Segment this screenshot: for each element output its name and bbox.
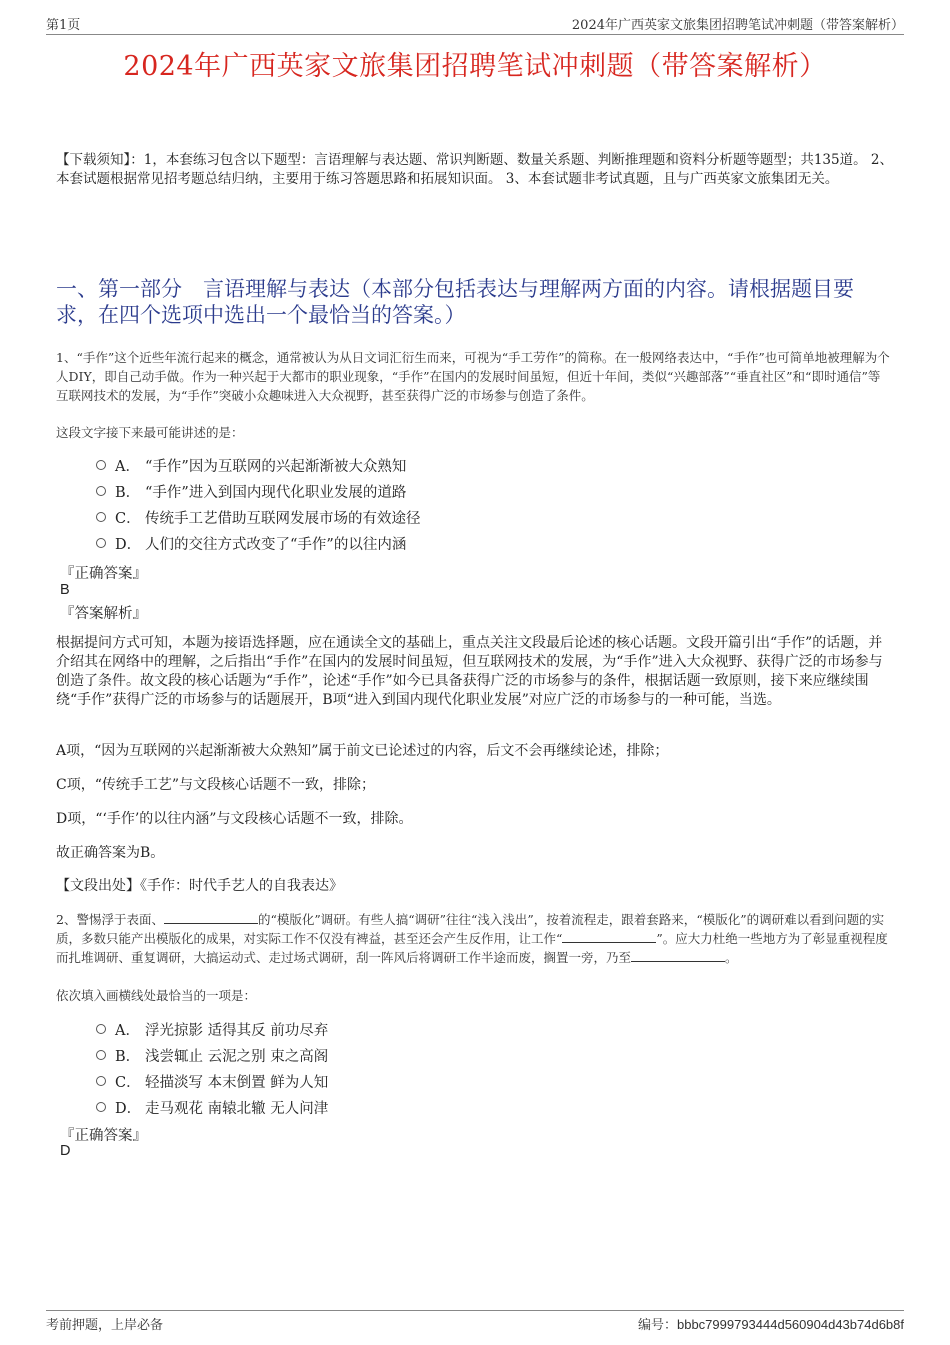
- question-1-stem: 1、“手作”这个近些年流行起来的概念，通常被认为从日文词汇衍生而来，可视为“手工劳作”的简称。在一般网络表达中，“手作”也可简单地被理解为个人DIY，即自己动手做。作为一种兴起于大都市的职业现象，“手作”在国内的发展时间虽短，但近十年间，类似“兴趣部落”“垂直社区”和“即时通信”等互联网技术的发展，为“手作”突破小众趣味进入大众视野，甚至获得广泛的市场参与创造了条件。: [56, 350, 890, 403]
- blank-1: [164, 911, 258, 924]
- analysis-option-d: D项，“‘手作’的以往内涵”与文段核心话题不一致，排除。: [56, 811, 413, 827]
- stem-part-4: 。: [725, 950, 738, 965]
- download-notice: 【下载须知】：1，本套练习包含以下题型：言语理解与表达题、常识判断题、数量关系题、判断推理题和资料分析题等题型；共135道。 2、本套试题根据常见招考题总结归纳，主要用于练习答题思路和拓展知识面。 3、本套试题非考试真题，且与广西英家文旅集团无关。: [56, 152, 893, 187]
- analysis-option-a: A项，“因为互联网的兴起渐渐被大众熟知”属于前文已论述过的内容，后文不会再继续论述，排除；: [56, 743, 669, 759]
- question-2-options: [96, 1016, 328, 1120]
- radio-icon[interactable]: [96, 460, 106, 470]
- option-text: 传统手工艺借助互联网发展市场的有效途径: [145, 510, 421, 527]
- stem-part-1: 2、警惕浮于表面、: [56, 912, 164, 927]
- radio-icon[interactable]: [96, 1076, 106, 1086]
- page-header: [46, 14, 904, 35]
- footer-code-label: 编号：: [637, 1318, 677, 1333]
- radio-icon[interactable]: [96, 512, 106, 522]
- header-doc-title: 2024年广西英家文旅集团招聘笔试冲刺题（带答案解析）: [571, 18, 904, 33]
- footer-slogan: 考前押题，上岸必备: [46, 1318, 164, 1333]
- text-source: 【文段出处】《手作：时代手艺人的自我表达》: [56, 878, 343, 894]
- option-letter: C．: [115, 510, 141, 527]
- option-d[interactable]: [96, 530, 421, 556]
- radio-icon[interactable]: [96, 1102, 106, 1112]
- stem-part-2: 的“模版化”调研。有些人搞“调研”往往“浅入浅出”，按着流程走，跟着套路来，“模版化”的调研难以看到问题的实质，多数只能产出模版化的成果，对实际工作不仅没有裨益，甚至还会产生反作用，让工作“: [56, 912, 885, 946]
- option-a[interactable]: [96, 452, 421, 478]
- option-text: 浅尝辄止 云泥之别 束之高阁: [145, 1048, 329, 1065]
- option-a[interactable]: [96, 1016, 328, 1042]
- question-2-stem: [56, 910, 892, 967]
- radio-icon[interactable]: [96, 538, 106, 548]
- option-letter: A．: [115, 458, 140, 475]
- option-text: 轻描淡写 本末倒置 鲜为人知: [145, 1074, 329, 1091]
- option-text: “手作”因为互联网的兴起渐渐被大众熟知: [145, 458, 407, 475]
- option-letter: B．: [115, 484, 141, 501]
- analysis-text: 根据提问方式可知，本题为接语选择题，应在通读全文的基础上，重点关注文段最后论述的核心话题。文段开篇引出“手作”的话题，并介绍其在网络中的理解，之后指出“手作”在国内的发展时间虽短，但互联网技术的发展，为“手作”进入大众视野、获得广泛的市场参与创造了条件。故文段的核心话题为“手作”，论述“手作”如今已具备获得广泛的市场参与的条件，根据话题一致原则，接下来应继续围绕“手作”获得广泛的市场参与的话题展开，B项“进入到国内现代化职业发展”对应广泛的市场参与的一种可能，当选。: [56, 635, 883, 708]
- option-text: 走马观花 南辕北辙 无人问津: [145, 1100, 329, 1117]
- answer-value: D: [60, 1143, 71, 1159]
- radio-icon[interactable]: [96, 1050, 106, 1060]
- analysis-option-c: C项，“传统手工艺”与文段核心话题不一致，排除；: [56, 777, 376, 793]
- analysis-label: 『答案解析』: [60, 606, 147, 622]
- option-c[interactable]: [96, 1068, 328, 1094]
- option-letter: D．: [115, 536, 142, 553]
- page-footer: [46, 1310, 904, 1333]
- option-text: “手作”进入到国内现代化职业发展的道路: [145, 484, 407, 501]
- option-text: 浮光掠影 适得其反 前功尽弃: [145, 1022, 329, 1039]
- blank-3: [631, 949, 725, 962]
- option-letter: A．: [115, 1022, 140, 1039]
- answer-label: 『正确答案』: [60, 566, 147, 582]
- stem-part-3: ”。应大力杜绝一些地方为了彰显重视程度而扎堆调研、重复调研，大搞运动式、走过场式调研，刮一阵风后将调研工作半途而废，搁置一旁，乃至: [56, 931, 888, 965]
- footer-code-value: bbbc7999793444d560904d43b74d6b8f: [676, 1317, 904, 1332]
- footer-code: [638, 1314, 904, 1333]
- option-c[interactable]: [96, 504, 421, 530]
- option-text: 人们的交往方式改变了“手作”的以往内涵: [145, 536, 407, 553]
- analysis-conclusion: 故正确答案为B。: [56, 845, 165, 861]
- option-d[interactable]: [96, 1094, 328, 1120]
- question-1-options: [96, 452, 421, 556]
- option-letter: C．: [115, 1074, 141, 1091]
- answer-label: 『正确答案』: [60, 1128, 147, 1144]
- question-2-prompt: 依次填入画横线处最恰当的一项是：: [56, 988, 257, 1003]
- page-number: 第1页: [46, 18, 81, 33]
- radio-icon[interactable]: [96, 1024, 106, 1034]
- radio-icon[interactable]: [96, 486, 106, 496]
- option-b[interactable]: [96, 478, 421, 504]
- section-heading: 一、第一部分 言语理解与表达（本部分包括表达与理解两方面的内容。请根据题目要求，在四个选项中选出一个最恰当的答案。）: [56, 277, 854, 327]
- document-title: 2024年广西英家文旅集团招聘笔试冲刺题（带答案解析）: [123, 51, 827, 82]
- option-letter: B．: [115, 1048, 141, 1065]
- option-letter: D．: [115, 1100, 142, 1117]
- option-b[interactable]: [96, 1042, 328, 1068]
- blank-2: [562, 930, 656, 943]
- question-1-prompt: 这段文字接下来最可能讲述的是：: [56, 425, 244, 440]
- answer-value: B: [60, 582, 70, 598]
